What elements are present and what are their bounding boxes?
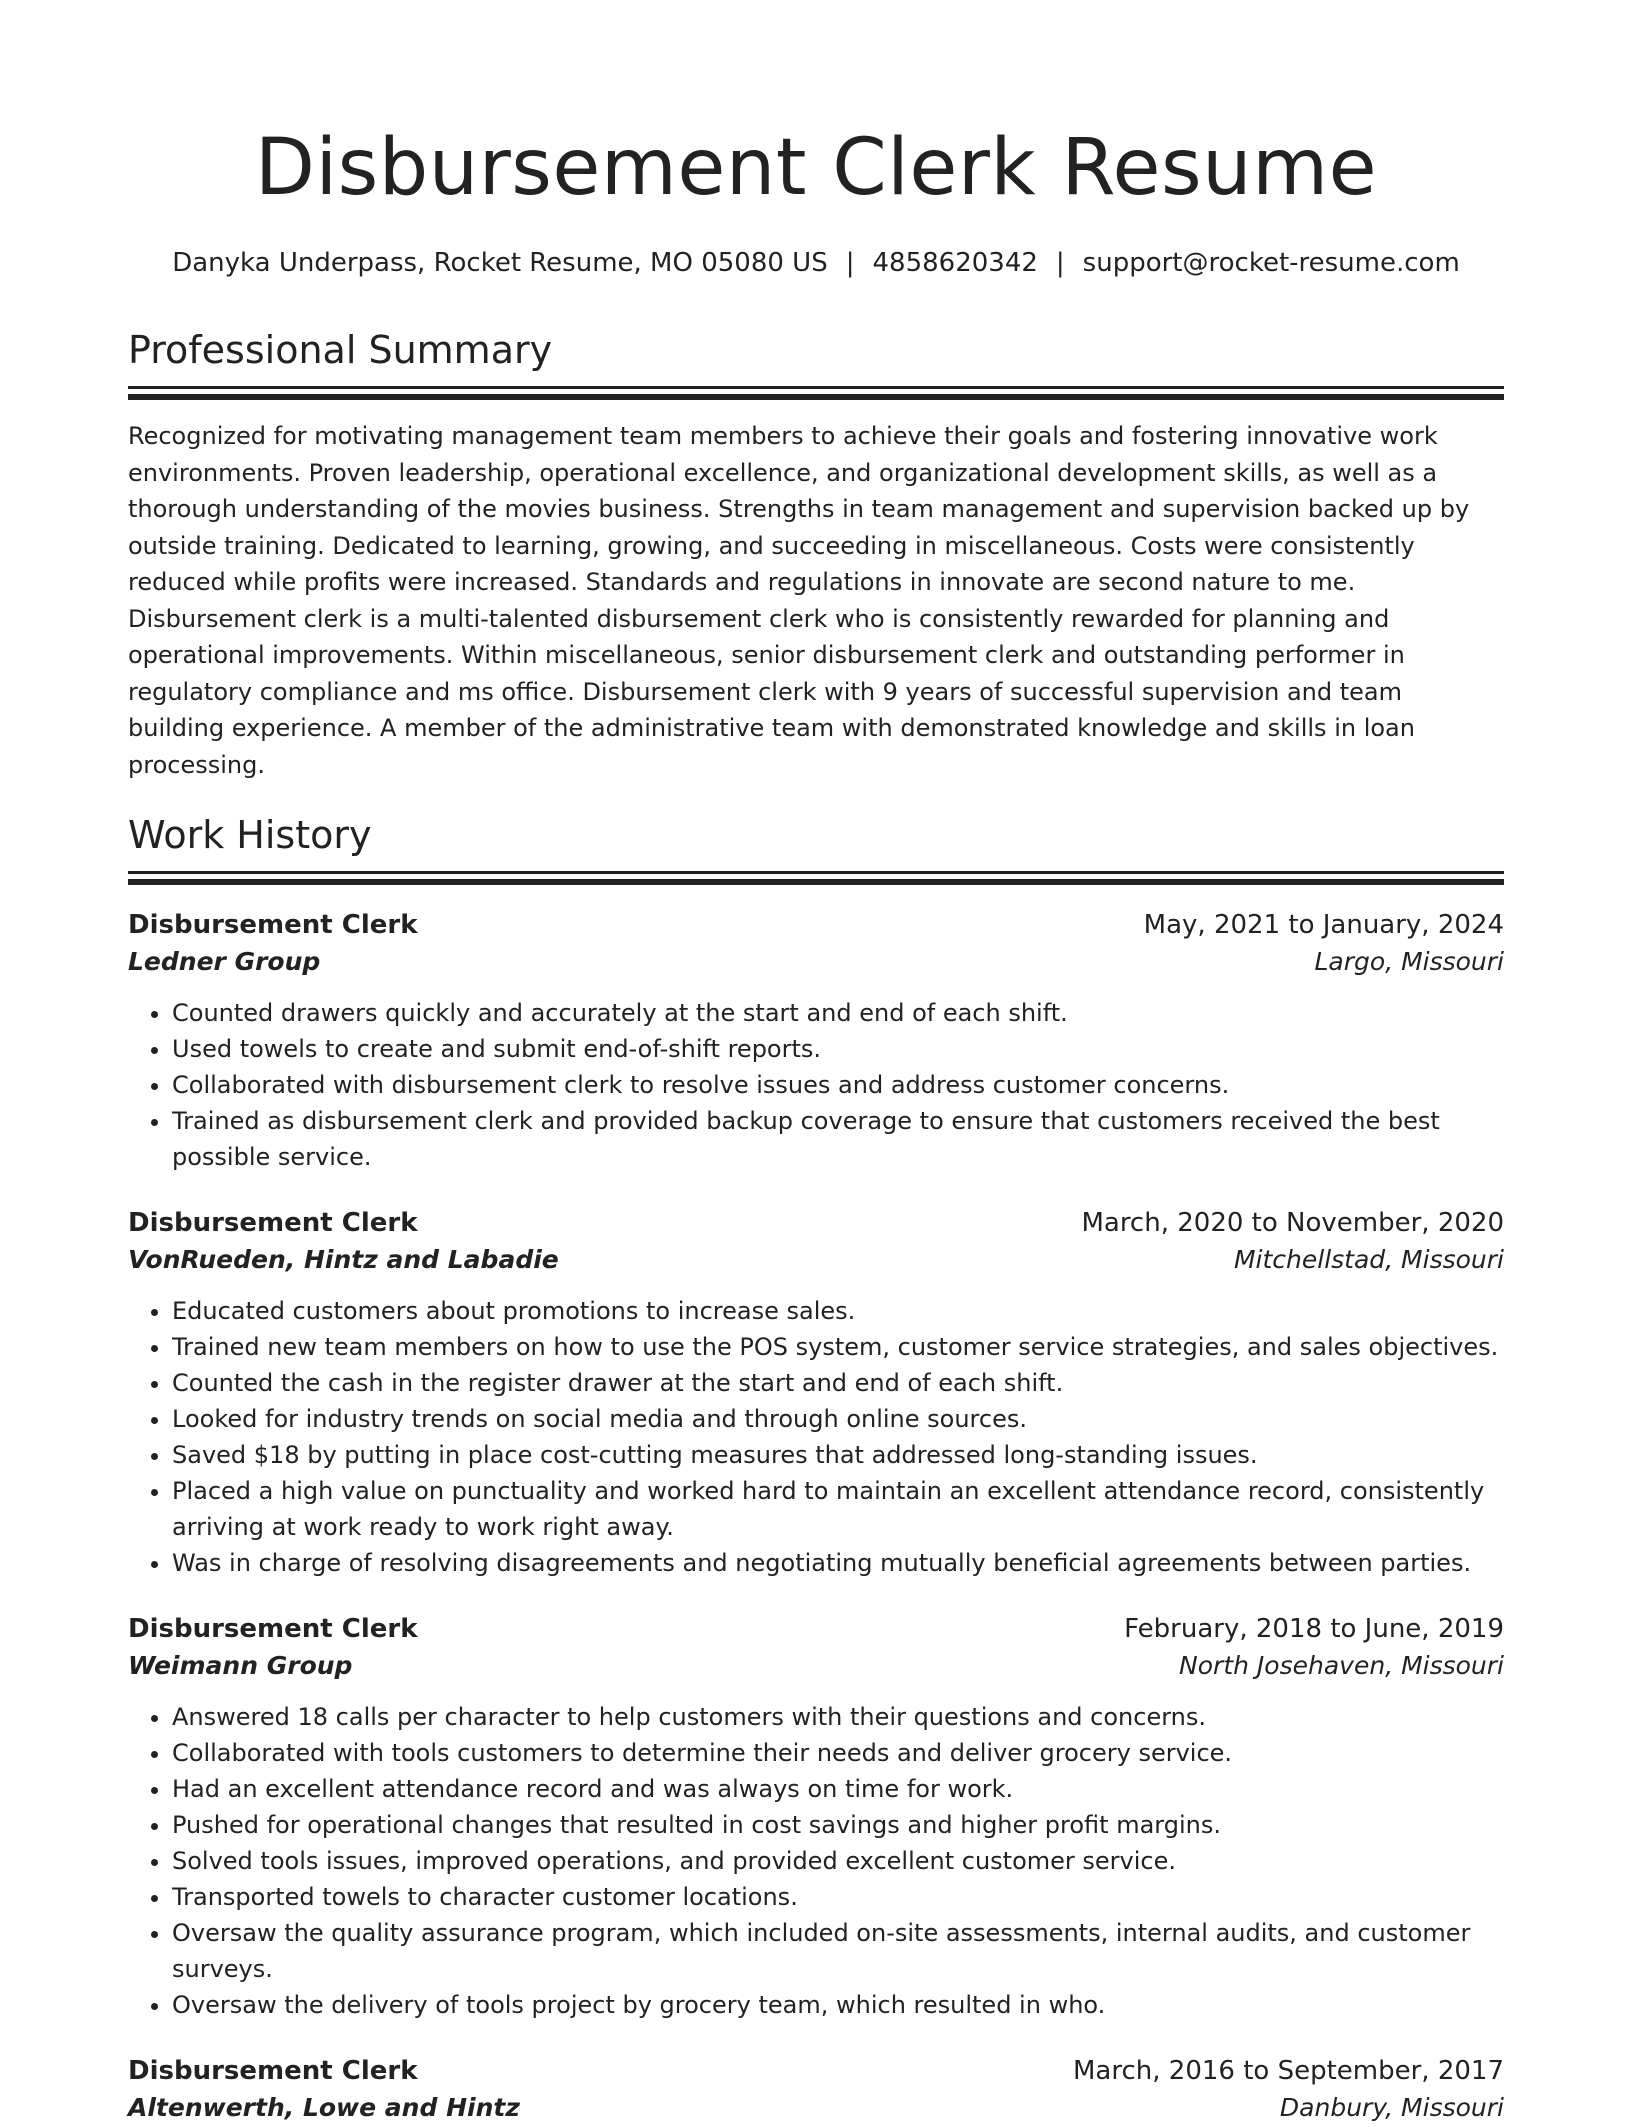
bullet-item: • Educated customers about promotions to increase sales.	[172, 1293, 1504, 1329]
job-company-row	[128, 1241, 1504, 1279]
job-title-row	[128, 2053, 1504, 2089]
job-company: Ledner Group	[128, 947, 321, 976]
job-list	[128, 907, 1504, 2127]
contact-separator: |	[845, 248, 855, 278]
bullet-item: • Transported towels to character customer locations.	[172, 1879, 1504, 1915]
bullet-item: • Answered 18 calls per character to help customers with their questions and concerns.	[172, 1699, 1504, 1735]
job-company-row	[128, 943, 1504, 981]
job-entry	[128, 1205, 1504, 1581]
job-company-row	[128, 2089, 1504, 2127]
bullet-item: • Trained new team members on how to use the POS system, customer service strategies, and sales objectives.	[172, 1329, 1504, 1365]
work-history-section	[128, 811, 1504, 2127]
job-dates: May, 2021 to January, 2024	[1143, 910, 1504, 940]
bullet-item: • Counted the cash in the register drawer at the start and end of each shift.	[172, 1365, 1504, 1401]
job-dates: March, 2020 to November, 2020	[1081, 1208, 1504, 1238]
contact-line	[128, 246, 1504, 280]
job-title-row	[128, 1611, 1504, 1647]
job-location: Danbury, Missouri	[1279, 2093, 1504, 2122]
bullet-item: • Was in charge of resolving disagreements and negotiating mutually beneficial agreements between parties.	[172, 1545, 1504, 1581]
bullet-item: • Collaborated with tools customers to determine their needs and deliver grocery service.	[172, 1735, 1504, 1771]
bullet-item: • Solved tools issues, improved operations, and provided excellent customer service.	[172, 1843, 1504, 1879]
job-location: Largo, Missouri	[1314, 947, 1504, 976]
bullet-item: • Oversaw the delivery of tools project by grocery team, which resulted in who.	[172, 1987, 1504, 2023]
bullet-item: • Pushed for operational changes that resulted in cost savings and higher profit margins.	[172, 1807, 1504, 1843]
bullet-item: • Used towels to create and submit end-of-shift reports.	[172, 1031, 1504, 1067]
section-heading: Professional Summary	[128, 328, 553, 372]
bullet-item: • Had an excellent attendance record and was always on time for work.	[172, 1771, 1504, 1807]
job-company: Altenwerth, Lowe and Hintz	[128, 2093, 520, 2122]
job-company: Weimann Group	[128, 1651, 353, 1680]
bullet-item: • Collaborated with disbursement clerk to resolve issues and address customer concerns.	[172, 1067, 1504, 1103]
bullet-item: • Counted drawers quickly and accurately at the start and end of each shift.	[172, 995, 1504, 1031]
section-rule-thick	[128, 394, 1504, 400]
job-title: Disbursement Clerk	[128, 1614, 418, 1644]
contact-address: Danyka Underpass, Rocket Resume, MO 05080 US	[172, 248, 828, 278]
job-title-row	[128, 907, 1504, 943]
job-title-row	[128, 1205, 1504, 1241]
section-rule	[128, 386, 1504, 389]
section-rule	[128, 871, 1504, 874]
job-location: North Josehaven, Missouri	[1179, 1651, 1504, 1680]
job-dates: February, 2018 to June, 2019	[1124, 1614, 1504, 1644]
job-company-row	[128, 1647, 1504, 1685]
bullet-item: • Saved $18 by putting in place cost-cutting measures that addressed long-standing issues.	[172, 1437, 1504, 1473]
bullet-item: • Placed a high value on punctuality and worked hard to maintain an excellent attendance record, consistently arriving at work ready to work right away.	[172, 1473, 1504, 1545]
job-bullets	[128, 995, 1504, 1175]
job-bullets	[128, 1293, 1504, 1581]
job-title: Disbursement Clerk	[128, 2056, 418, 2086]
job-entry	[128, 1611, 1504, 2023]
job-company: VonRueden, Hintz and Labadie	[128, 1245, 559, 1274]
resume-title: Disbursement Clerk Resume	[254, 123, 1378, 213]
job-bullets	[128, 1699, 1504, 2023]
professional-summary-section	[128, 326, 1504, 783]
summary-text: Recognized for motivating management team members to achieve their goals and fostering innovative work environments. Proven leadership, operational excellence, and organizational development skills, as well as a thorough understanding of the movies business. Strengths in team management and supervision backed up by outside training. Dedicated to learning, growing, and succeeding in miscellaneous. Costs were consistently reduced while profits were increased. Standards and regulations in innovate are second nature to me. Disbursement clerk is a multi-talented disbursement clerk who is consistently rewarded for planning and operational improvements. Within miscellaneous, senior disbursement clerk and outstanding performer in regulatory compliance and ms office. Disbursement clerk with 9 years of successful supervision and team building experience. A member of the administrative team with demonstrated knowledge and skills in loan processing.	[128, 422, 1470, 779]
contact-email: support@rocket-resume.com	[1082, 248, 1460, 278]
contact-separator: |	[1055, 248, 1065, 278]
contact-phone: 4858620342	[872, 248, 1038, 278]
bullet-item: • Looked for industry trends on social media and through online sources.	[172, 1401, 1504, 1437]
bullet-item: • Trained as disbursement clerk and provided backup coverage to ensure that customers received the best possible service.	[172, 1103, 1504, 1175]
job-entry	[128, 2053, 1504, 2127]
job-location: Mitchellstad, Missouri	[1233, 1245, 1504, 1274]
job-title: Disbursement Clerk	[128, 910, 418, 940]
job-dates: March, 2016 to September, 2017	[1073, 2056, 1504, 2086]
job-entry	[128, 907, 1504, 1175]
section-rule-thick	[128, 879, 1504, 885]
section-heading: Work History	[128, 813, 372, 857]
job-title: Disbursement Clerk	[128, 1208, 418, 1238]
bullet-item: • Oversaw the quality assurance program, which included on-site assessments, internal audits, and customer surveys.	[172, 1915, 1504, 1987]
